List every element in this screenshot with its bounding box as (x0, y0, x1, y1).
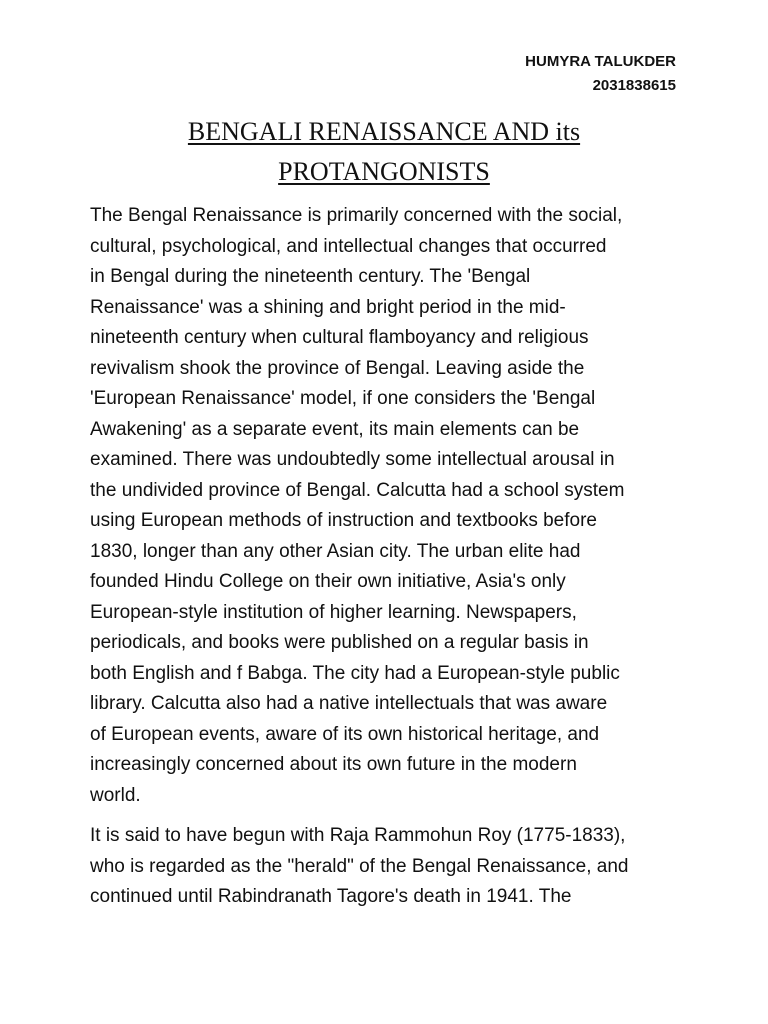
title-line: BENGALI RENAISSANCE AND its (187, 117, 581, 146)
text-line: both English and f Babga. The city had a European-style public (90, 662, 620, 684)
document-title (90, 112, 678, 192)
author-name: HUMYRA TALUKDER (525, 53, 676, 70)
text-line: increasingly concerned about its own future in the modern (90, 754, 577, 775)
text-line: periodicals, and books were published on a regular basis in (90, 632, 589, 653)
text-line: nineteenth century when cultural flamboyancy and religious (90, 327, 589, 348)
text-line: 1830, longer than any other Asian city. The urban elite had (90, 540, 581, 562)
author-block (525, 50, 676, 98)
text-line: European-style institution of higher learning. Newspapers, (90, 601, 577, 623)
text-line: who is regarded as the "herald" of the Bengal Renaissance, and (90, 855, 629, 877)
text-line: continued until Rabindranath Tagore's death in 1941. The (90, 886, 572, 907)
text-line: revivalism shook the province of Bengal. Leaving aside the (90, 357, 585, 379)
student-id: 2031838615 (592, 77, 676, 94)
text-line: The Bengal Renaissance is primarily concerned with the social, (90, 205, 623, 226)
paragraph-1 (90, 201, 682, 811)
text-line: cultural, psychological, and intellectual changes that occurred (90, 235, 607, 257)
text-line: library. Calcutta also had a native intellectuals that was aware (90, 693, 608, 714)
text-line: 'European Renaissance' model, if one considers the 'Bengal (90, 388, 596, 409)
paragraph-2 (90, 821, 682, 913)
document-body (90, 201, 682, 923)
text-line: using European methods of instruction and textbooks before (90, 510, 597, 531)
title-line: PROTANGONISTS (278, 157, 490, 186)
text-line: founded Hindu College on their own initiative, Asia's only (90, 571, 566, 592)
text-line: examined. There was undoubtedly some intellectual arousal in (90, 449, 615, 470)
text-line: world. (90, 784, 141, 806)
text-line: in Bengal during the nineteenth century. The 'Bengal (90, 266, 531, 287)
text-line: Renaissance' was a shining and bright period in the mid- (90, 296, 566, 318)
text-line: the undivided province of Bengal. Calcutta had a school system (90, 479, 625, 501)
text-line: It is said to have begun with Raja Rammohun Roy (1775-1833), (90, 825, 626, 846)
text-line: Awakening' as a separate event, its main elements can be (90, 418, 580, 440)
text-line: of European events, aware of its own historical heritage, and (90, 723, 600, 745)
